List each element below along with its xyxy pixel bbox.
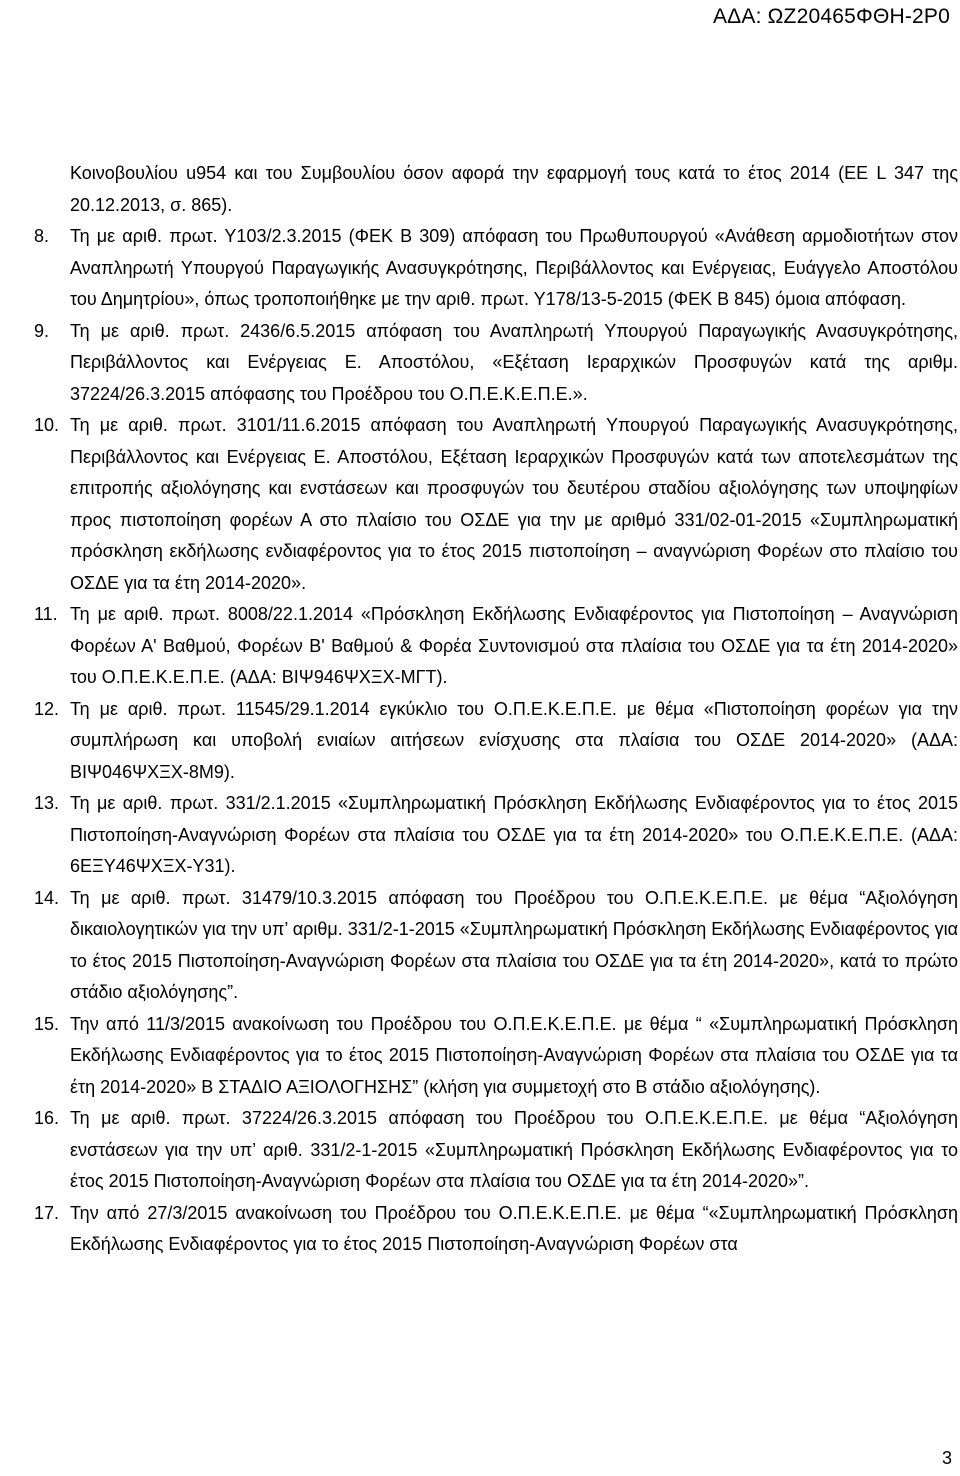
list-item-text: Τη με αριθ. πρωτ. Υ103/2.3.2015 (ΦΕΚ Β 309) απόφαση του Πρωθυπουργού «Ανάθεση αρμοδιοτήτων στον Αναπληρωτή Υπουργού Παραγωγικής Ανασυγκρότησης, Περιβάλλοντος και Ενέργειας, Ευάγγελο Αποστόλου του Δημητρίου», όπως τροποποιήθηκε με την αριθ. πρωτ. Υ178/13-5-2015 (ΦΕΚ Β 845) όμοια απόφαση.	[70, 226, 958, 309]
list-item-text: Τη με αριθ. πρωτ. 37224/26.3.2015 απόφαση του Προέδρου του Ο.Π.Ε.Κ.Ε.Π.Ε. με θέμα “Αξιολόγηση ενστάσεων για την υπ’ αριθ. 331/2-1-2015 «Συμπληρωματική Πρόσκληση Εκδήλωσης Ενδιαφέροντος για το έτος 2015 Πιστοποίηση-Αναγνώριση Φορέων στα πλαίσια του ΟΣΔΕ για τα έτη 2014-2020»”.	[70, 1108, 958, 1191]
list-item-number: 17.	[34, 1202, 60, 1223]
page-number: 3	[941, 1448, 952, 1468]
list-item	[34, 1198, 958, 1261]
list-item-number: 12.	[34, 698, 60, 719]
list-item-number: 14.	[34, 887, 60, 908]
list-item	[34, 883, 958, 1009]
considerations-list	[34, 221, 958, 1261]
list-item	[34, 410, 958, 599]
list-item-number: 13.	[34, 793, 60, 813]
list-item-text: Τη με αριθ. πρωτ. 11545/29.1.2014 εγκύκλιο του Ο.Π.Ε.Κ.Ε.Π.Ε. με θέμα «Πιστοποίηση φορέων για την συμπλήρωση και υποβολή ενιαίων αιτήσεων ενίσχυσης στα πλαίσια του ΟΣΔΕ 2014-2020» (ΑΔΑ: ΒΙΨ046ΨΧΞΧ-8Μ9).	[70, 698, 958, 782]
list-item-number: 8.	[34, 226, 50, 246]
list-item	[34, 694, 958, 789]
list-item-text: Τη με αριθ. πρωτ. 3101/11.6.2015 απόφαση του Αναπληρωτή Υπουργού Παραγωγικής Ανασυγκρότησης, Περιβάλλοντος και Ενέργειας Ε. Αποστόλου, Εξέταση Ιεραρχικών Προσφυγών κατά των αποτελεσμάτων της επιτροπής αξιολόγησης και ενστάσεων και προσφυγών του δευτέρου σταδίου αξιολόγησης των υποψηφίων προς πιστοποίηση φορέων Α στο πλαίσιο του ΟΣΔΕ για την με αριθμό 331/02-01-2015 «Συμπληρωματική πρόσκληση εκδήλωσης ενδιαφέροντος για το έτος 2015 πιστοποίηση – αναγνώριση Φορέων στο πλαίσιο του ΟΣΔΕ για τα έτη 2014-2020».	[70, 415, 958, 593]
list-item	[34, 599, 958, 694]
list-item-text: Την από 11/3/2015 ανακοίνωση του Προέδρου του Ο.Π.Ε.Κ.Ε.Π.Ε. με θέμα “ «Συμπληρωματική Πρόσκληση Εκδήλωσης Ενδιαφέροντος για το έτος 2015 Πιστοποίηση-Αναγνώριση Φορέων στα πλαίσια του ΟΣΔΕ για τα έτη 2014-2020» Β ΣΤΑΔΙΟ ΑΞΙΟΛΟΓΗΣΗΣ” (κλήση για συμμετοχή στο Β στάδιο αξιολόγησης).	[70, 1013, 958, 1097]
list-item-number: 16.	[34, 1108, 60, 1128]
list-item-text: Τη με αριθ. πρωτ. 8008/22.1.2014 «Πρόσκληση Εκδήλωσης Ενδιαφέροντος για Πιστοποίηση – Αναγνώριση Φορέων Α' Βαθμού, Φορέων Β' Βαθμού & Φορέα Συντονισμού στα πλαίσια του ΟΣΔΕ για τα έτη 2014-2020» του Ο.Π.Ε.Κ.Ε.Π.Ε. (ΑΔΑ: ΒΙΨ946ΨΧΞΧ-ΜΓΤ).	[70, 604, 958, 687]
list-item	[34, 1103, 958, 1198]
list-item	[34, 221, 958, 316]
ada-code-header: ΑΔΑ: ΩΖ20465ΦΘΗ-2Ρ0	[712, 5, 950, 28]
list-item-number: 11.	[34, 604, 58, 624]
list-item-number: 9.	[34, 320, 50, 341]
list-item-text: Τη με αριθ. πρωτ. 31479/10.3.2015 απόφαση του Προέδρου του Ο.Π.Ε.Κ.Ε.Π.Ε. με θέμα “Αξιολόγηση δικαιολογητικών για την υπ’ αριθμ. 331/2-1-2015 «Συμπληρωματική Πρόσκληση Εκδήλωσης Ενδιαφέροντος για το έτος 2015 Πιστοποίηση-Αναγνώριση Φορέων στα πλαίσια του ΟΣΔΕ για τα έτη 2014-2020», κατά το πρώτο στάδιο αξιολόγησης”.	[70, 887, 958, 1002]
intro-paragraph: Κοινοβουλίου u954 και του Συμβουλίου όσον αφορά την εφαρμογή τους κατά το έτος 2014 (ΕΕ L 347 της 20.12.2013, σ. 865).	[70, 163, 958, 215]
list-item	[34, 316, 958, 411]
document-body	[34, 158, 958, 1261]
list-item-text: Τη με αριθ. πρωτ. 2436/6.5.2015 απόφαση του Αναπληρωτή Υπουργού Παραγωγικής Ανασυγκρότησης, Περιβάλλοντος και Ενέργειας Ε. Αποστόλου, «Εξέταση Ιεραρχικών Προσφυγών κατά της αριθμ. 37224/26.3.2015 απόφασης του Προέδρου του Ο.Π.Ε.Κ.Ε.Π.Ε.».	[70, 320, 958, 404]
list-item-text: Τη με αριθ. πρωτ. 331/2.1.2015 «Συμπληρωματική Πρόσκληση Εκδήλωσης Ενδιαφέροντος για το έτος 2015 Πιστοποίηση-Αναγνώριση Φορέων στα πλαίσια του ΟΣΔΕ για τα έτη 2014-2020» του Ο.Π.Ε.Κ.Ε.Π.Ε. (ΑΔΑ: 6ΕΞΥ46ΨΧΞΧ-Υ31).	[70, 793, 958, 876]
list-item-number: 15.	[34, 1013, 60, 1034]
list-item	[34, 788, 958, 883]
list-item-number: 10.	[34, 415, 60, 435]
list-item-text: Την από 27/3/2015 ανακοίνωση του Προέδρου του Ο.Π.Ε.Κ.Ε.Π.Ε. με θέμα “«Συμπληρωματική Πρόσκληση Εκδήλωσης Ενδιαφέροντος για το έτος 2015 Πιστοποίηση-Αναγνώριση Φορέων στα	[70, 1202, 958, 1254]
list-item	[34, 1009, 958, 1104]
